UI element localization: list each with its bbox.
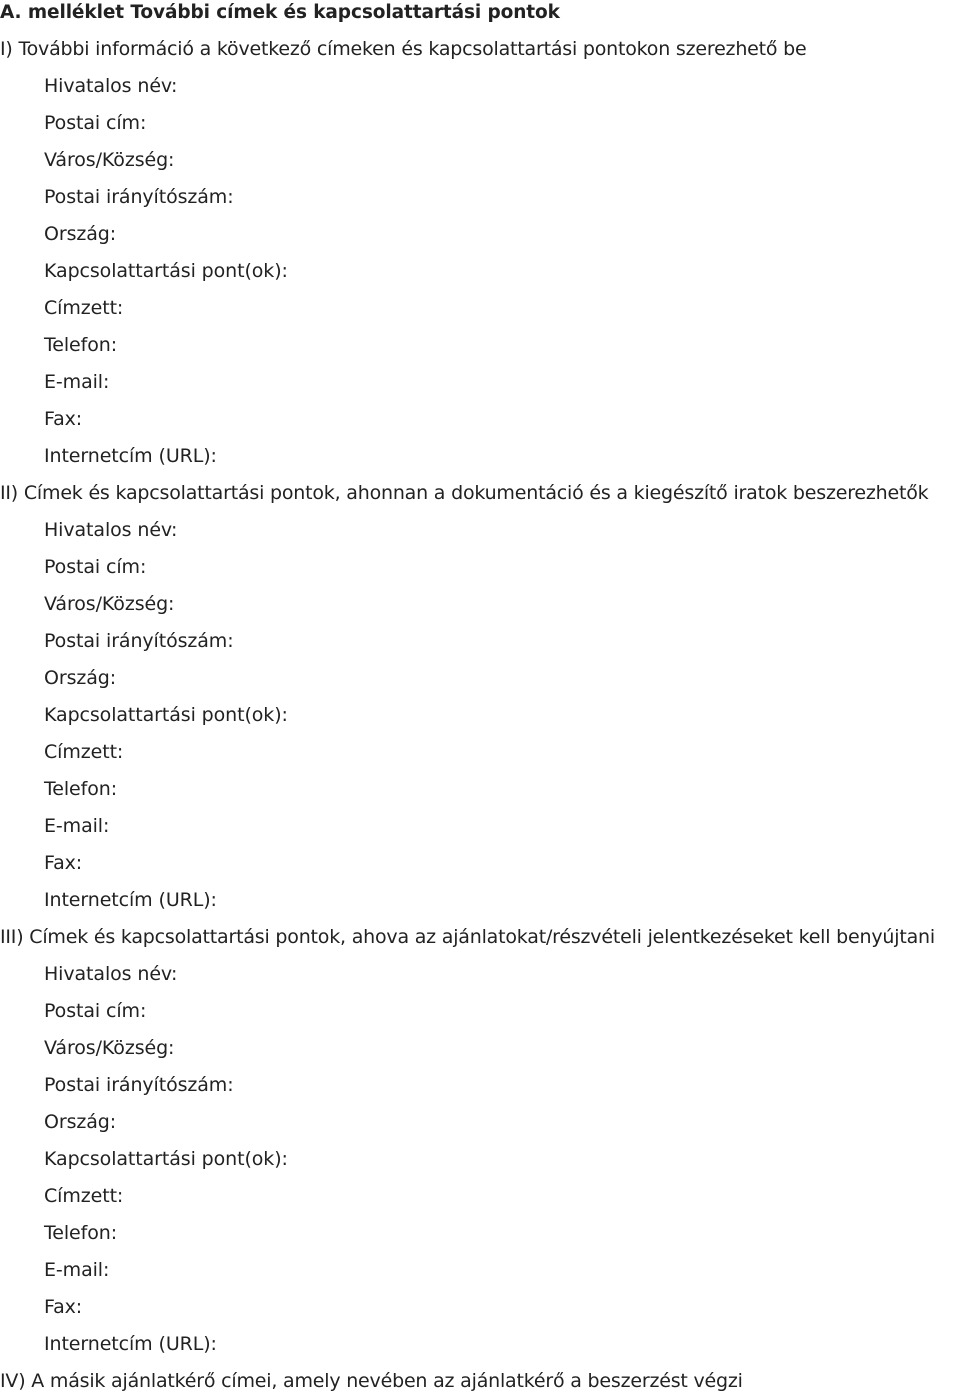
- field-label: Postai irányítószám:: [44, 1074, 234, 1096]
- field-label: Kapcsolattartási pont(ok):: [44, 1148, 288, 1170]
- field-label: Postai cím:: [44, 112, 147, 134]
- field-label: Internetcím (URL):: [44, 1333, 217, 1355]
- field-label: Kapcsolattartási pont(ok):: [44, 704, 288, 726]
- field-label: Ország:: [44, 223, 117, 245]
- field-label: Telefon:: [44, 778, 117, 800]
- field-label: Fax:: [44, 408, 83, 430]
- field-label: Fax:: [44, 852, 83, 874]
- field-label: Ország:: [44, 1111, 117, 1133]
- field-label: Címzett:: [44, 741, 124, 763]
- field-label: Kapcsolattartási pont(ok):: [44, 260, 288, 282]
- field-label: Internetcím (URL):: [44, 889, 217, 911]
- field-label: E-mail:: [44, 1259, 110, 1281]
- field-label: Ország:: [44, 667, 117, 689]
- section-title-iii: III) Címek és kapcsolattartási pontok, ahova az ajánlatokat/részvételi jelentkezéseket kell benyújtani: [0, 926, 935, 948]
- field-label: Címzett:: [44, 1185, 124, 1207]
- field-label: E-mail:: [44, 815, 110, 837]
- field-label: Hivatalos név:: [44, 963, 178, 985]
- field-label: Postai irányítószám:: [44, 630, 234, 652]
- field-label: Hivatalos név:: [44, 75, 178, 97]
- section-title-iv: IV) A másik ajánlatkérő címei, amely nevében az ajánlatkérő a beszerzést végzi: [0, 1370, 743, 1392]
- field-label: Város/Község:: [44, 593, 175, 615]
- field-label: Postai cím:: [44, 1000, 147, 1022]
- field-label: Telefon:: [44, 334, 117, 356]
- field-label: Postai cím:: [44, 556, 147, 578]
- field-label: Internetcím (URL):: [44, 445, 217, 467]
- field-label: Város/Község:: [44, 1037, 175, 1059]
- section-title-i: I) További információ a következő címeken és kapcsolattartási pontokon szerezhető be: [0, 38, 807, 60]
- field-label: Postai irányítószám:: [44, 186, 234, 208]
- field-label: Címzett:: [44, 297, 124, 319]
- field-label: Város/Község:: [44, 149, 175, 171]
- document-heading: A. melléklet További címek és kapcsolattartási pontok: [0, 2, 560, 23]
- field-label: E-mail:: [44, 371, 110, 393]
- field-label: Hivatalos név:: [44, 519, 178, 541]
- field-label: Fax:: [44, 1296, 83, 1318]
- section-title-ii: II) Címek és kapcsolattartási pontok, ahonnan a dokumentáció és a kiegészítő iratok beszerezhetők: [0, 482, 929, 504]
- field-label: Telefon:: [44, 1222, 117, 1244]
